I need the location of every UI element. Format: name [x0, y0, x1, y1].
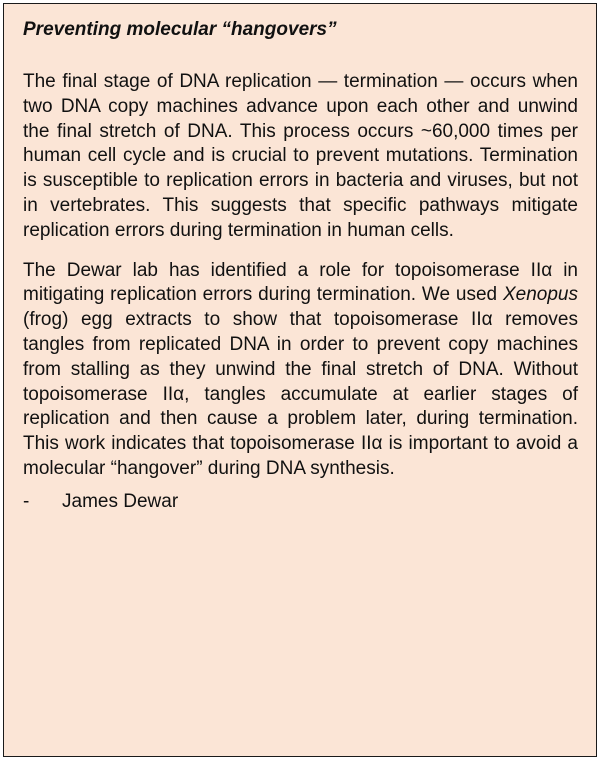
callout-box — [3, 3, 597, 757]
paragraph-dewar-lab — [23, 259, 578, 482]
paragraph-dewar-lab-part2: (frog) egg extracts to show that topoisomerase IIα removes tangles from replicated DNA in order to prevent copy machines from stalling as they unwind the final stretch of DNA. Without topoisomerase IIα, tangles accumulate at earlier stages of replication and then cause a problem later, during termination. This work indicates that topoisomerase IIα is important to avoid a molecular “hangover” during DNA synthesis. — [23, 309, 578, 479]
signature-dash: - — [23, 490, 30, 512]
callout-title: Preventing molecular “hangovers” — [23, 19, 337, 40]
paragraph-termination: The final stage of DNA replication — termination — occurs when two DNA copy machines advance upon each other and unwind the final stretch of DNA. This process occurs ~60,000 times per human cell cycle and is crucial to prevent mutations. Termination is susceptible to replication errors in bacteria and viruses, but not in vertebrates. This suggests that specific pathways mitigate replication errors during termination in human cells. — [23, 71, 578, 241]
signature-name: James Dewar — [62, 490, 179, 512]
xenopus-term: Xenopus — [502, 284, 578, 306]
paragraph-dewar-lab-part1: The Dewar lab has identified a role for topoisomerase IIα in mitigating replication errors during termination. We used — [23, 259, 578, 306]
signature-line — [23, 488, 578, 516]
